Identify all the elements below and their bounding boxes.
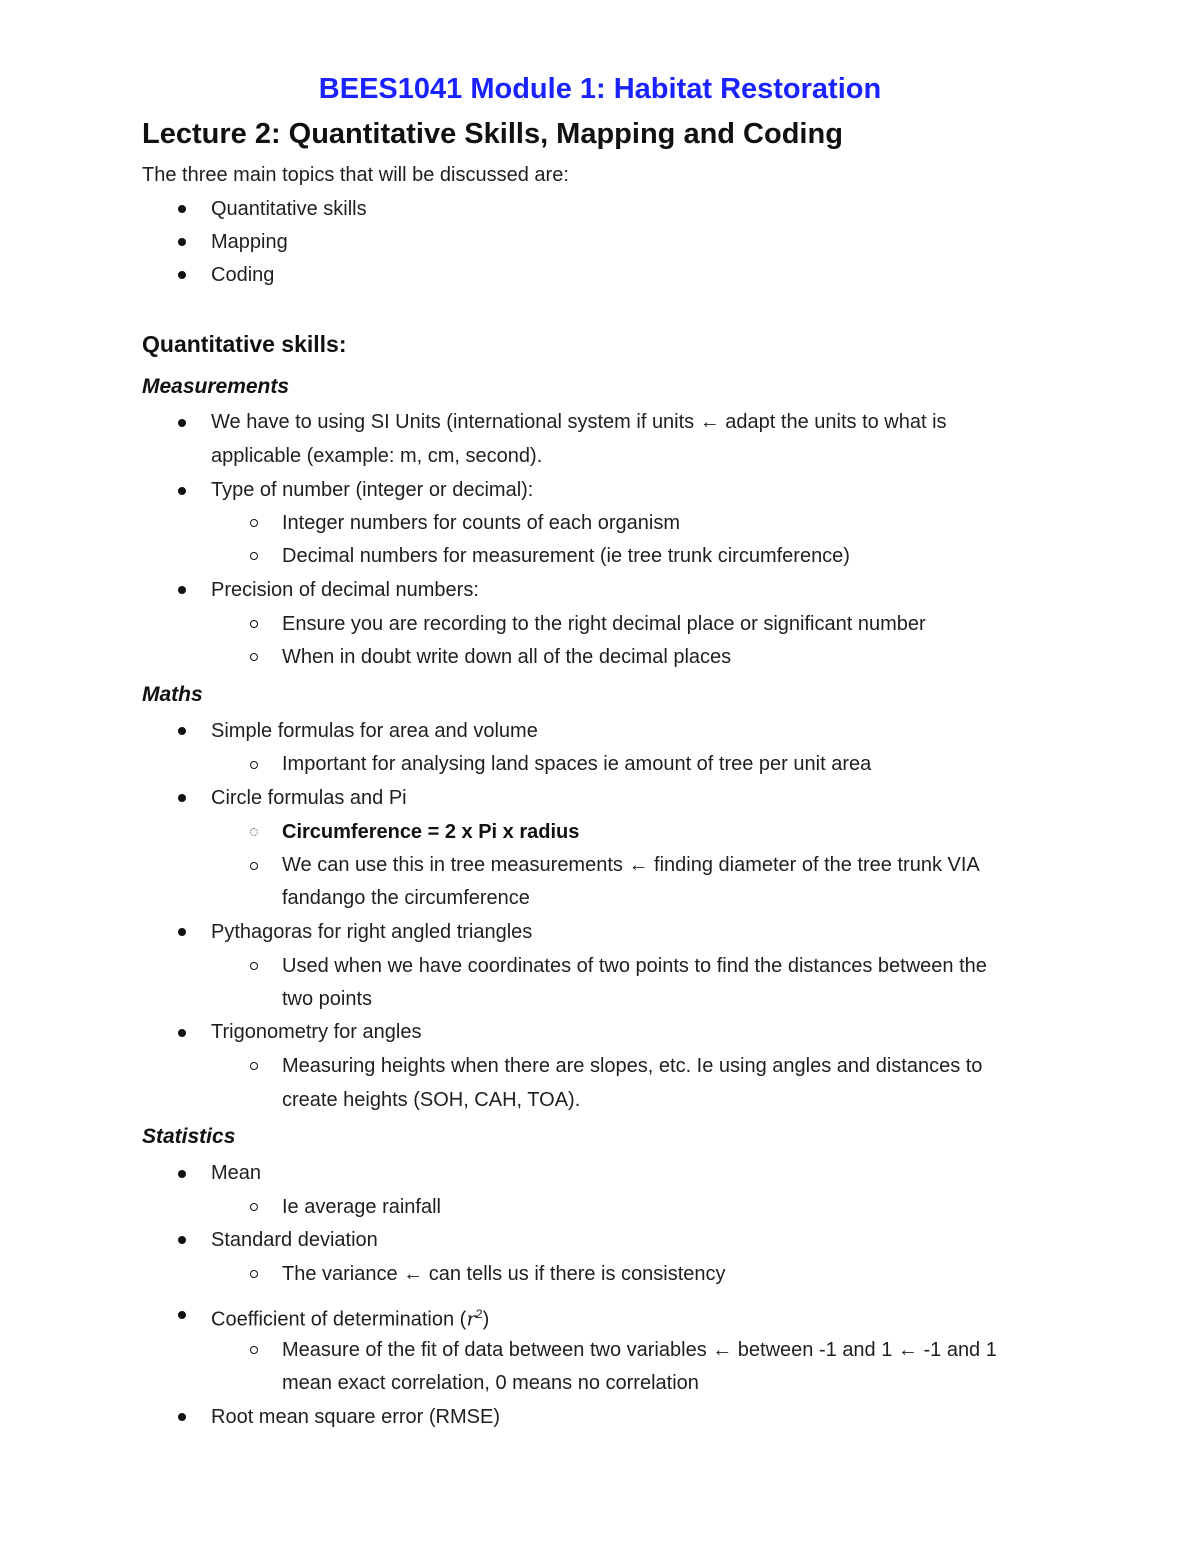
sub-list-item: Used when we have coordinates of two points to find the distances between the	[282, 955, 987, 977]
coef-close: )	[482, 1308, 490, 1331]
document-title: BEES1041 Module 1: Habitat Restoration	[318, 73, 882, 105]
topic-item: Coding	[211, 264, 275, 286]
sub-bullet-icon	[250, 862, 258, 870]
sub-list-item: We can use this in tree measurements ← finding diameter of the tree trunk VIA	[282, 854, 980, 876]
sub-list-item: Important for analysing land spaces ie amount of tree per unit area	[282, 753, 872, 775]
sub-bullet-icon	[250, 962, 258, 970]
coef-text: Coefficient of determination (	[211, 1308, 467, 1331]
bullet-icon	[178, 1236, 186, 1244]
list-item	[211, 1300, 489, 1334]
bullet-icon	[178, 205, 186, 213]
sub-list-item-continuation: create heights (SOH, CAH, TOA).	[282, 1089, 581, 1111]
sub-list-item: The variance ← can tells us if there is consistency	[282, 1263, 726, 1285]
bullet-icon	[178, 727, 186, 735]
sub-bullet-icon	[250, 552, 258, 560]
intro-text: The three main topics that will be discussed are:	[142, 164, 569, 186]
list-item: Standard deviation	[211, 1229, 378, 1251]
subsection-heading: Measurements	[142, 375, 290, 398]
topic-item: Mapping	[211, 231, 288, 253]
sub-bullet-icon	[250, 828, 258, 836]
sub-list-item: Decimal numbers for measurement (ie tree trunk circumference)	[282, 545, 850, 567]
sub-list-item: When in doubt write down all of the decimal places	[282, 646, 732, 668]
subsection-heading: Statistics	[142, 1125, 236, 1148]
list-item: Circle formulas and Pi	[211, 787, 407, 809]
bullet-icon	[178, 238, 186, 246]
list-item-continuation: applicable (example: m, cm, second).	[211, 445, 543, 467]
coef-exponent: 2	[475, 1307, 483, 1321]
bullet-icon	[178, 419, 186, 427]
list-item: Type of number (integer or decimal):	[211, 479, 534, 501]
sub-bullet-icon	[250, 653, 258, 661]
sub-bullet-icon	[250, 620, 258, 628]
list-item: Pythagoras for right angled triangles	[211, 921, 533, 943]
list-item: Trigonometry for angles	[211, 1021, 422, 1043]
subsection-heading: Maths	[142, 683, 203, 706]
bullet-icon	[178, 1170, 186, 1178]
sub-list-item: Measure of the fit of data between two variables ← between -1 and 1 ← -1 and 1	[282, 1339, 997, 1361]
sub-bullet-icon	[250, 1062, 258, 1070]
topic-item: Quantitative skills	[211, 198, 367, 220]
list-item: Mean	[211, 1162, 262, 1184]
sub-list-item-continuation: fandango the circumference	[282, 887, 530, 909]
bullet-icon	[178, 1413, 186, 1421]
sub-list-item: Ie average rainfall	[282, 1196, 441, 1218]
coef-variable: r	[466, 1306, 476, 1331]
sub-list-item: Ensure you are recording to the right decimal place or significant number	[282, 613, 926, 635]
sub-bullet-icon	[250, 519, 258, 527]
sub-list-item: Measuring heights when there are slopes, etc. Ie using angles and distances to	[282, 1055, 983, 1077]
sub-list-item-continuation: mean exact correlation, 0 means no correlation	[282, 1372, 699, 1394]
sub-list-item: Integer numbers for counts of each organism	[282, 512, 680, 534]
list-item: Simple formulas for area and volume	[211, 720, 538, 742]
sub-bullet-icon	[250, 761, 258, 769]
lecture-title: Lecture 2: Quantitative Skills, Mapping and Coding	[142, 118, 843, 150]
sub-bullet-icon	[250, 1346, 258, 1354]
list-item: We have to using SI Units (international system if units ← adapt the units to what is	[211, 411, 947, 433]
bullet-icon	[178, 1029, 186, 1037]
sub-bullet-icon	[250, 1203, 258, 1211]
list-item: Root mean square error (RMSE)	[211, 1406, 500, 1428]
list-item: Precision of decimal numbers:	[211, 579, 479, 601]
bullet-icon	[178, 1311, 186, 1319]
bullet-icon	[178, 487, 186, 495]
bullet-icon	[178, 586, 186, 594]
section-heading: Quantitative skills:	[142, 331, 347, 357]
formula-item: Circumference = 2 x Pi x radius	[282, 821, 580, 843]
bullet-icon	[178, 794, 186, 802]
bullet-icon	[178, 271, 186, 279]
bullet-icon	[178, 928, 186, 936]
sub-bullet-icon	[250, 1270, 258, 1278]
sub-list-item-continuation: two points	[282, 988, 373, 1010]
